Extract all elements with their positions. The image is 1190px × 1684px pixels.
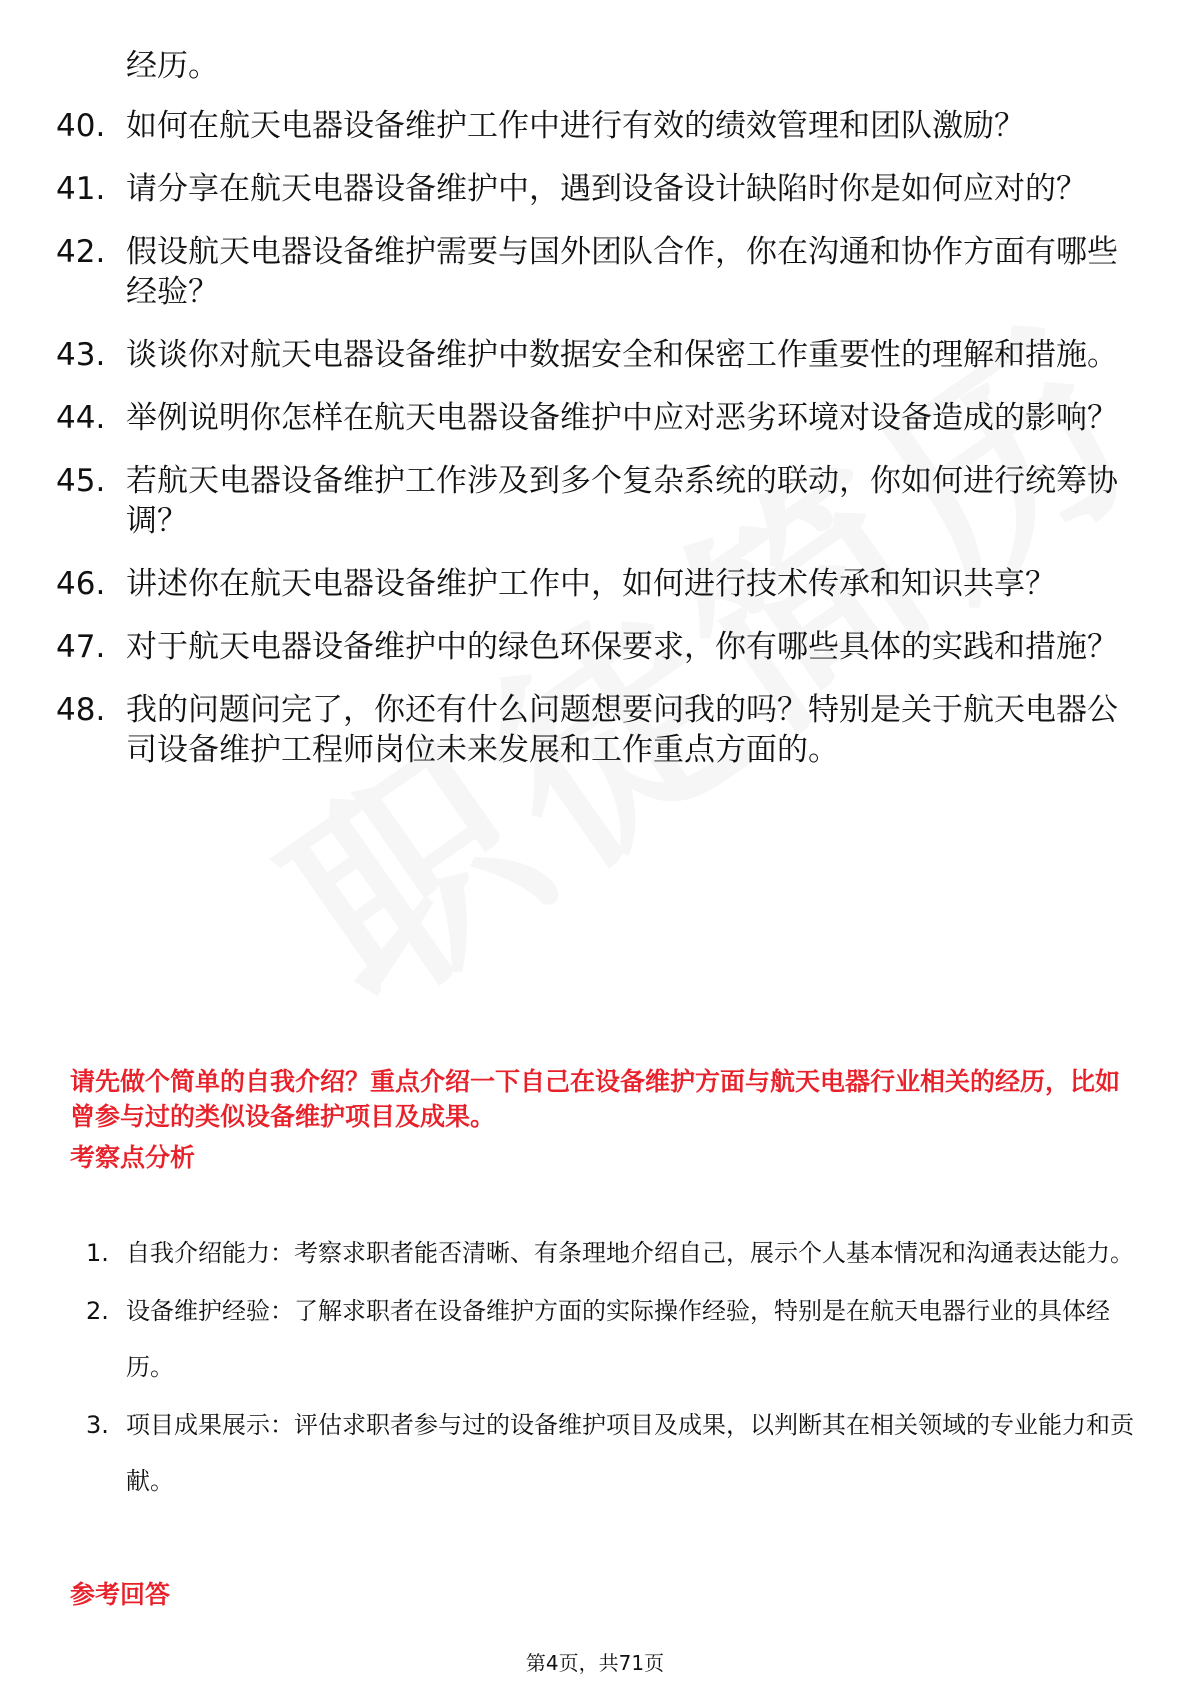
continuation-text: 经历。	[126, 48, 219, 84]
list-item	[56, 169, 1136, 209]
list-item	[56, 690, 1136, 770]
item-number: 2.	[86, 1297, 109, 1325]
item-number: 3.	[86, 1411, 109, 1439]
item-text: 设备维护经验：了解求职者在设备维护方面的实际操作经验，特别是在航天电器行业的具体经历。	[126, 1297, 1110, 1381]
item-text: 谈谈你对航天电器设备维护中数据安全和保密工作重要性的理解和措施。	[126, 337, 1118, 373]
item-text: 举例说明你怎样在航天电器设备维护中应对恶劣环境对设备造成的影响？	[126, 400, 1118, 436]
item-number: 44.	[56, 400, 106, 436]
item-number: 40.	[56, 108, 106, 144]
item-number: 41.	[56, 171, 106, 207]
analysis-title: 考察点分析	[70, 1143, 196, 1172]
item-text: 自我介绍能力：考察求职者能否清晰、有条理地介绍自己，展示个人基本情况和沟通表达能力。	[126, 1239, 1134, 1267]
list-item	[56, 335, 1136, 375]
item-number: 46.	[56, 566, 106, 602]
list-item	[56, 627, 1136, 667]
item-text: 项目成果展示：评估求职者参与过的设备维护项目及成果，以判断其在相关领域的专业能力和贡献。	[126, 1411, 1134, 1495]
item-number: 43.	[56, 337, 106, 373]
question-list	[56, 106, 1136, 793]
item-text: 讲述你在航天电器设备维护工作中，如何进行技术传承和知识共享？	[126, 566, 1056, 602]
item-number: 1.	[86, 1239, 109, 1267]
list-item	[56, 398, 1136, 438]
item-text: 假设航天电器设备维护需要与国外团队合作，你在沟通和协作方面有哪些经验？	[126, 234, 1118, 310]
item-number: 42.	[56, 234, 106, 270]
list-item	[86, 1397, 1136, 1509]
item-text: 若航天电器设备维护工作涉及到多个复杂系统的联动，你如何进行统筹协调？	[126, 463, 1118, 539]
item-text: 请分享在航天电器设备维护中，遇到设备设计缺陷时你是如何应对的？	[126, 171, 1087, 207]
item-text: 如何在航天电器设备维护工作中进行有效的绩效管理和团队激励？	[126, 108, 1025, 144]
list-item	[56, 461, 1136, 541]
list-item	[56, 106, 1136, 146]
item-text: 对于航天电器设备维护中的绿色环保要求，你有哪些具体的实践和措施？	[126, 629, 1118, 665]
list-item	[56, 232, 1136, 312]
item-number: 47.	[56, 629, 106, 665]
page-footer: 第4页，共71页	[525, 1651, 665, 1675]
list-item	[86, 1225, 1136, 1281]
highlight-question: 请先做个简单的自我介绍？重点介绍一下自己在设备维护方面与航天电器行业相关的经历，比如曾参与过的类似设备维护项目及成果。	[70, 1067, 1121, 1131]
list-item	[56, 564, 1136, 604]
reference-title: 参考回答	[70, 1580, 171, 1609]
item-text: 我的问题问完了，你还有什么问题想要问我的吗？特别是关于航天电器公司设备维护工程师岗位未来发展和工作重点方面的。	[126, 692, 1118, 768]
item-number: 48.	[56, 692, 106, 728]
item-number: 45.	[56, 463, 106, 499]
list-item	[86, 1283, 1136, 1395]
analysis-list	[86, 1225, 1136, 1511]
